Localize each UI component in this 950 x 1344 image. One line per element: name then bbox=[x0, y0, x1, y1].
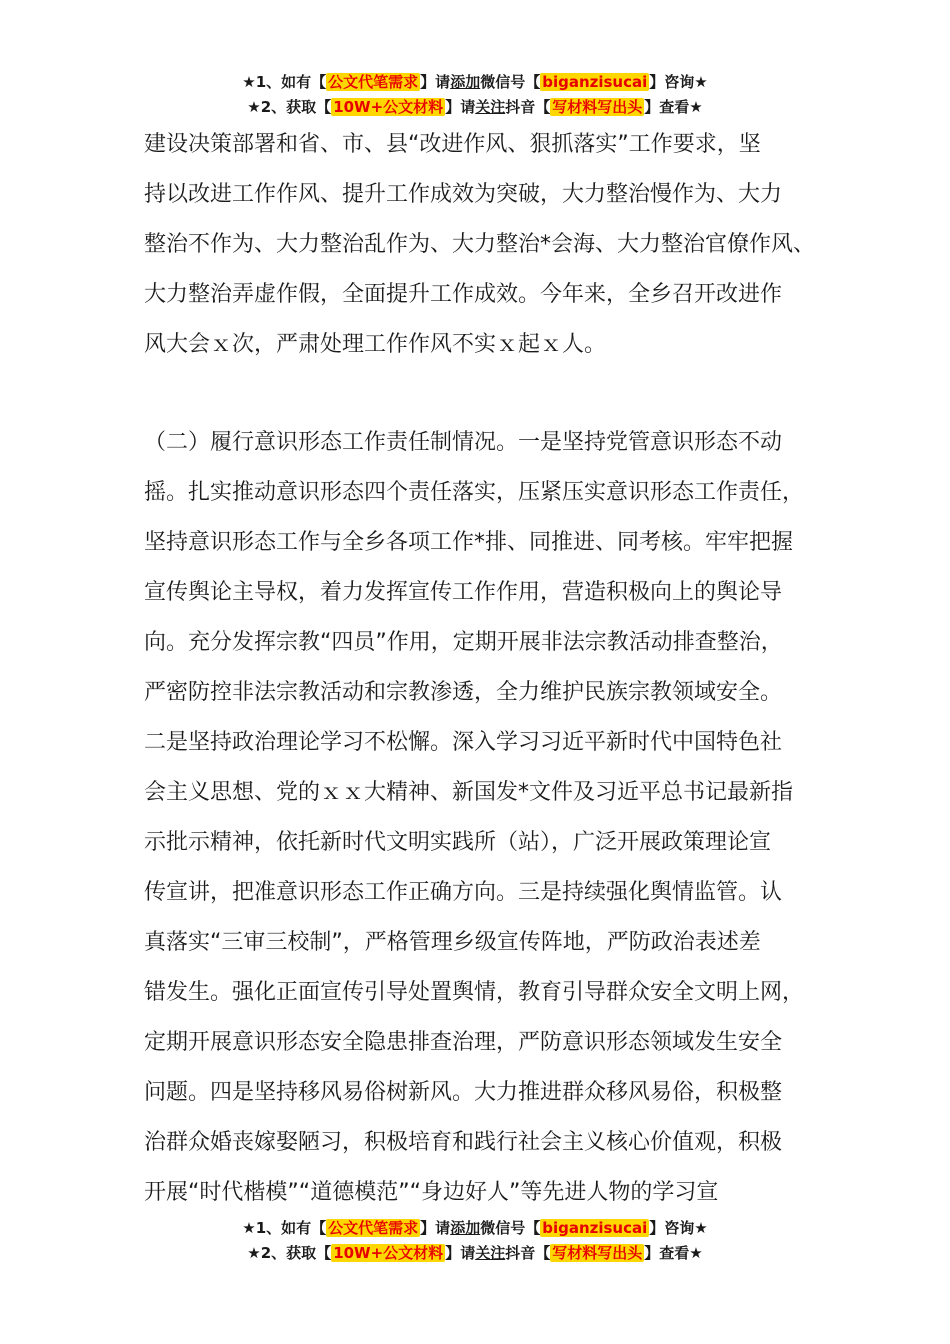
text-line: 风大会ｘ次，严肃处理工作作风不实ｘ起ｘ人。 bbox=[144, 332, 607, 357]
highlight-service: 公文代笔需求 bbox=[328, 73, 419, 91]
text-line: 严密防控非法宗教活动和宗教渗透，全力维护民族宗教领域安全。 bbox=[144, 680, 783, 705]
highlight-wechat-id: biganzisucai bbox=[542, 73, 648, 91]
banner-text: 】请 bbox=[445, 98, 476, 116]
text-line: 摇。扎实推动意识形态四个责任落实，压紧压实意识形态工作责任， bbox=[144, 480, 805, 505]
text-line: 开展“时代楷模”“道德模范”“身边好人”等先进人物的学习宣 bbox=[144, 1180, 719, 1205]
banner-underlined: 关注 bbox=[475, 1244, 506, 1262]
banner-text: ★1、如有【 bbox=[242, 73, 327, 91]
text-line: 建设决策部署和省、市、县“改进作风、狠抓落实”工作要求，坚 bbox=[144, 132, 761, 157]
highlight-wechat-id: biganzisucai bbox=[542, 1219, 648, 1237]
banner-text: ★2、获取【 bbox=[247, 1244, 332, 1262]
banner-line-1 bbox=[0, 72, 950, 97]
footer-banner bbox=[0, 1218, 950, 1268]
text-line: 治群众婚丧嫁娶陋习，积极培育和践行社会主义核心价值观，积极 bbox=[144, 1130, 783, 1155]
banner-text: 抖音【 bbox=[505, 1244, 551, 1262]
highlight-douyin-account: 写材料写出头 bbox=[552, 98, 643, 116]
text-line: 宣传舆论主导权，着力发挥宣传工作作用，营造积极向上的舆论导 bbox=[144, 580, 783, 605]
banner-text: 】咨询★ bbox=[649, 73, 708, 91]
banner-text: ★1、如有【 bbox=[242, 1219, 327, 1237]
banner-line-2 bbox=[0, 97, 950, 122]
banner-text: 】请 bbox=[420, 73, 451, 91]
text-line: 向。充分发挥宗教“四员”作用，定期开展非法宗教活动排查整治， bbox=[144, 630, 783, 655]
banner-underlined: 添加 bbox=[450, 73, 481, 91]
text-line: 问题。四是坚持移风易俗树新风。大力推进群众移风易俗，积极整 bbox=[144, 1080, 783, 1105]
text-line: 大力整治弄虚作假，全面提升工作成效。今年来，全乡召开改进作 bbox=[144, 282, 783, 307]
banner-text: 】请 bbox=[445, 1244, 476, 1262]
banner-underlined: 关注 bbox=[475, 98, 506, 116]
banner-text: 微信号【 bbox=[480, 73, 541, 91]
banner-text: 】查看★ bbox=[644, 98, 703, 116]
banner-underlined: 添加 bbox=[450, 1219, 481, 1237]
text-line: 示批示精神，依托新时代文明实践所（站），广泛开展政策理论宣 bbox=[144, 830, 772, 855]
highlight-service: 公文代笔需求 bbox=[328, 1219, 419, 1237]
text-line: 定期开展意识形态安全隐患排查治理，严防意识形态领域发生安全 bbox=[144, 1030, 783, 1055]
text-line: 持以改进工作作风、提升工作成效为突破，大力整治慢作为、大力 bbox=[144, 182, 783, 207]
banner-text: 】查看★ bbox=[644, 1244, 703, 1262]
text-line: 传宣讲，把准意识形态工作正确方向。三是持续强化舆情监管。认 bbox=[144, 880, 783, 905]
banner-text: 抖音【 bbox=[505, 98, 551, 116]
text-line: 二是坚持政治理论学习不松懈。深入学习习近平新时代中国特色社 bbox=[144, 730, 783, 755]
text-line: 会主义思想、党的ｘｘ大精神、新国发*文件及习近平总书记最新指 bbox=[144, 780, 794, 805]
text-line: 整治不作为、大力整治乱作为、大力整治*会海、大力整治官僚作风、 bbox=[144, 232, 816, 257]
banner-text: ★2、获取【 bbox=[247, 98, 332, 116]
text-line: 坚持意识形态工作与全乡各项工作*排、同推进、同考核。牢牢把握 bbox=[144, 530, 794, 555]
banner-text: 微信号【 bbox=[480, 1219, 541, 1237]
header-banner bbox=[0, 72, 950, 122]
banner-line-1 bbox=[0, 1218, 950, 1243]
highlight-materials: 10W+公文材料 bbox=[333, 1244, 444, 1262]
text-line: 真落实“三审三校制”，严格管理乡级宣传阵地，严防政治表述差 bbox=[144, 930, 761, 955]
text-line: 错发生。强化正面宣传引导处置舆情，教育引导群众安全文明上网， bbox=[144, 980, 805, 1005]
paragraph-1 bbox=[144, 120, 844, 370]
paragraph-2 bbox=[144, 418, 844, 1218]
banner-line-2 bbox=[0, 1243, 950, 1268]
banner-text: 】咨询★ bbox=[649, 1219, 708, 1237]
highlight-materials: 10W+公文材料 bbox=[333, 98, 444, 116]
banner-text: 】请 bbox=[420, 1219, 451, 1237]
highlight-douyin-account: 写材料写出头 bbox=[552, 1244, 643, 1262]
text-line: （二）履行意识形态工作责任制情况。一是坚持党管意识形态不动 bbox=[144, 430, 783, 455]
